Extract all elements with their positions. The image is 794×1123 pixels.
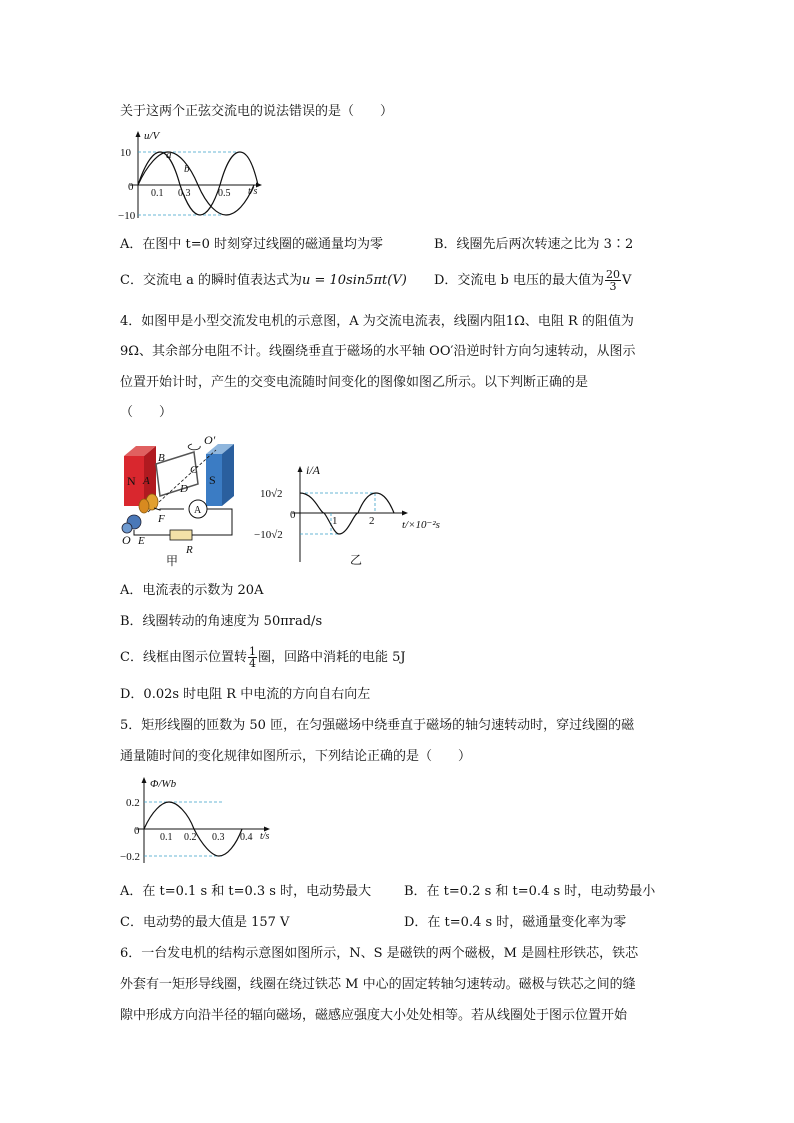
svg-text:−10: −10	[118, 210, 136, 222]
svg-text:b: b	[184, 163, 190, 175]
q5-option-a: A．在 t=0.1 s 和 t=0.3 s 时，电动势最大	[120, 884, 372, 899]
svg-text:S: S	[209, 473, 216, 487]
q4-line2: 9Ω、其余部分电阻不计。线圈绕垂直于磁场的水平轴 OO′沿逆时针方向匀速转动，从图示	[120, 344, 636, 359]
q3-option-d: D．交流电 b 电压的最大值为 $\frac{20}{3}$ V	[434, 268, 632, 293]
q3-graph	[118, 128, 268, 223]
svg-text:O: O	[122, 533, 131, 547]
svg-text:1: 1	[332, 515, 338, 527]
q5-option-b: B．在 t=0.2 s 和 t=0.4 s 时，电动势最小	[404, 884, 656, 899]
svg-text:2: 2	[369, 515, 375, 527]
q4-option-d: D．0.02s 时电阻 R 中电流的方向自右向左	[120, 687, 371, 702]
q5-option-d: D．在 t=0.4 s 时，磁通量变化率为零	[404, 915, 627, 930]
svg-text:D: D	[180, 483, 188, 495]
svg-text:t/s: t/s	[248, 186, 258, 197]
svg-text:A: A	[143, 475, 150, 487]
q3-option-c: C．交流电 a 的瞬时值表达式为u = 10sin5πt(V)	[120, 273, 407, 288]
svg-text:0.3: 0.3	[212, 832, 225, 843]
svg-text:0: 0	[134, 825, 140, 837]
svg-text:B: B	[158, 452, 165, 464]
svg-text:−10√2: −10√2	[254, 529, 283, 541]
q4-fig-yi	[254, 462, 454, 567]
svg-text:0.3: 0.3	[178, 188, 191, 199]
q4-option-c: C．线框由图示位置转 $\frac{1}{4}$ 圈，回路中消耗的电能 5J	[120, 645, 406, 670]
svg-text:0: 0	[128, 181, 134, 193]
q4-fig-jia	[114, 432, 244, 567]
svg-text:Φ/Wb: Φ/Wb	[150, 778, 177, 790]
svg-text:乙: 乙	[350, 553, 363, 567]
svg-text:−0.2: −0.2	[120, 851, 140, 863]
svg-text:甲: 甲	[166, 554, 179, 567]
q4-paren: （ ）	[120, 405, 173, 420]
svg-text:10: 10	[120, 147, 131, 159]
svg-text:i/A: i/A	[306, 463, 320, 477]
svg-text:0.1: 0.1	[160, 832, 173, 843]
svg-text:t/s: t/s	[260, 831, 270, 842]
q3-ylabel: u/V	[144, 130, 160, 142]
svg-text:t/×10⁻²s: t/×10⁻²s	[402, 519, 440, 531]
svg-text:E: E	[138, 535, 145, 547]
q6-line2: 外套有一矩形导线圈，线圈在绕过铁芯 M 中心的固定转轴匀速转动。磁极与铁芯之间的缝	[120, 977, 636, 992]
q3-stem: 关于这两个正弦交流电的说法错误的是（ ）	[120, 104, 394, 119]
q4-line3: 位置开始计时，产生的交变电流随时间变化的图像如图乙所示。以下判断正确的是	[120, 375, 589, 390]
svg-text:0.2: 0.2	[126, 797, 140, 809]
q4-option-a: A．电流表的示数为 20A	[120, 583, 264, 598]
svg-text:0: 0	[290, 509, 296, 521]
q6-line1: 6．一台发电机的结构示意图如图所示，N、S 是磁铁的两个磁极，M 是圆柱形铁芯，铁芯	[120, 946, 639, 961]
q4-option-b: B．线圈转动的角速度为 50πrad/s	[120, 614, 323, 629]
svg-text:O′: O′	[204, 433, 216, 447]
q5-line2: 通量随时间的变化规律如图所示，下列结论正确的是（ ）	[120, 749, 472, 764]
q5-option-c: C．电动势的最大值是 157 V	[120, 915, 290, 930]
q4-line1: 4．如图甲是小型交流发电机的示意图，A 为交流电流表，线圈内阻1Ω、电阻 R 的阻值为	[120, 314, 634, 329]
q6-line3: 隙中形成方向沿半径的辐向磁场，磁感应强度大小处处相等。若从线圈处于图示位置开始	[120, 1008, 628, 1023]
svg-text:0.2: 0.2	[184, 832, 197, 843]
svg-text:0.5: 0.5	[218, 188, 231, 199]
curve-b	[138, 152, 254, 215]
q3-option-b: B．线圈先后两次转速之比为 3∶2	[434, 237, 634, 252]
q3-option-a: A．在图中 t=0 时刻穿过线圈的磁通量均为零	[120, 237, 384, 252]
q5-line1: 5．矩形线圈的匝数为 50 匝，在匀强磁场中绕垂直于磁场的轴匀速转动时，穿过线圈的磁	[120, 718, 635, 733]
svg-text:C: C	[190, 464, 198, 476]
q5-graph	[114, 773, 284, 868]
svg-text:a: a	[166, 149, 172, 161]
svg-text:R: R	[186, 544, 193, 556]
svg-text:N: N	[127, 474, 136, 488]
svg-text:0.1: 0.1	[151, 188, 164, 199]
svg-text:10√2: 10√2	[260, 488, 283, 500]
svg-text:0.4: 0.4	[240, 832, 253, 843]
svg-text:F: F	[158, 513, 165, 525]
svg-text:A: A	[194, 505, 202, 516]
